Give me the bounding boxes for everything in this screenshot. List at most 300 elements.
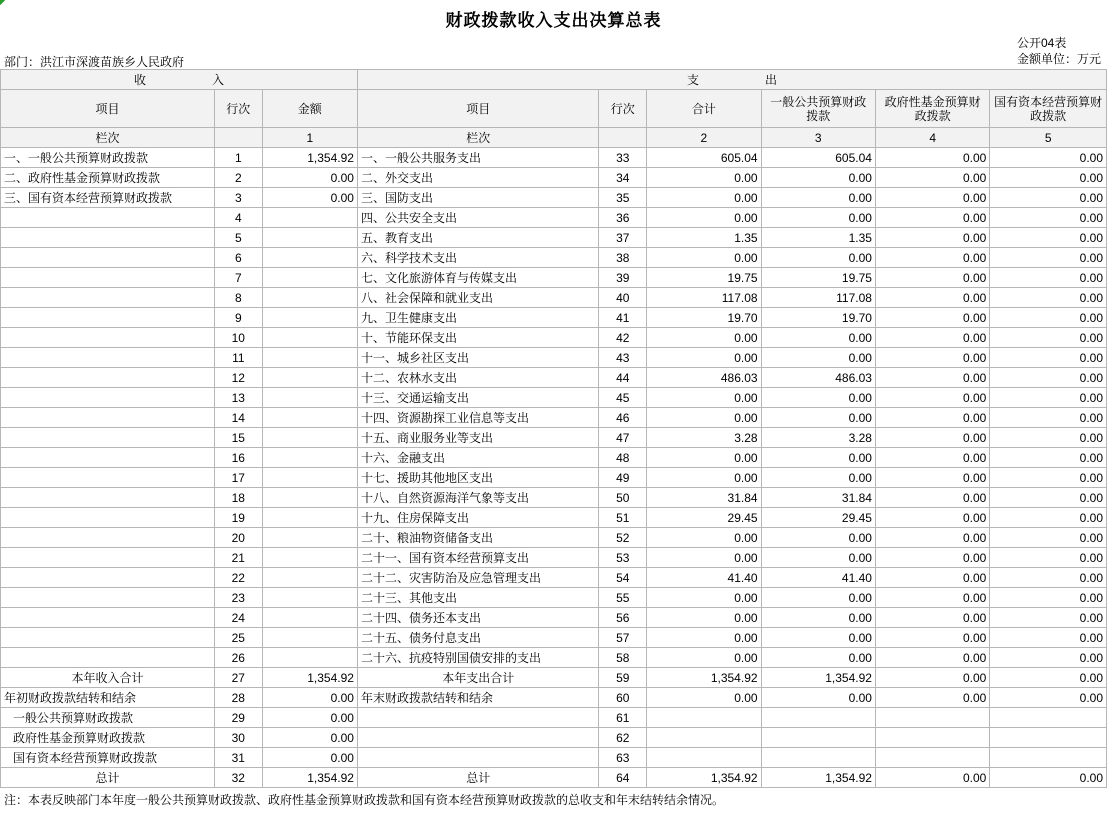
table-row: [1, 648, 1107, 668]
expenditure-group-header: 支 出: [357, 70, 1106, 90]
expenditure-fund: 0.00: [875, 448, 989, 468]
expenditure-capital: 0.00: [990, 308, 1107, 328]
expenditure-total: 0.00: [647, 388, 761, 408]
expenditure-total: 486.03: [647, 368, 761, 388]
table-row: [1, 368, 1107, 388]
table-row: [1, 268, 1107, 288]
expenditure-general: 19.75: [761, 268, 875, 288]
income-item: [1, 468, 215, 488]
column-number-row: [1, 128, 1107, 148]
table-row: [1, 688, 1107, 708]
expenditure-general: 0.00: [761, 348, 875, 368]
expenditure-total: [647, 708, 761, 728]
colnum-exp-total: 2: [647, 128, 761, 148]
table-row: [1, 608, 1107, 628]
colnum-exp-capital: 5: [990, 128, 1107, 148]
income-item: [1, 408, 215, 428]
income-item: 总计: [1, 768, 215, 788]
header-income-item: 项目: [1, 90, 215, 128]
expenditure-fund: [875, 728, 989, 748]
income-item: [1, 608, 215, 628]
income-line: 22: [214, 568, 262, 588]
expenditure-fund: 0.00: [875, 248, 989, 268]
expenditure-fund: 0.00: [875, 468, 989, 488]
income-item: 年初财政拨款结转和结余: [1, 688, 215, 708]
expenditure-total: [647, 748, 761, 768]
expenditure-line: 56: [599, 608, 647, 628]
expenditure-fund: 0.00: [875, 588, 989, 608]
income-item: [1, 228, 215, 248]
income-line: 26: [214, 648, 262, 668]
expenditure-capital: 0.00: [990, 148, 1107, 168]
expenditure-total: 0.00: [647, 528, 761, 548]
expenditure-line: 46: [599, 408, 647, 428]
expenditure-line: 64: [599, 768, 647, 788]
expenditure-fund: 0.00: [875, 688, 989, 708]
income-item: [1, 628, 215, 648]
expenditure-capital: [990, 748, 1107, 768]
expenditure-general: 19.70: [761, 308, 875, 328]
expenditure-item: 九、卫生健康支出: [357, 308, 599, 328]
income-line: 3: [214, 188, 262, 208]
expenditure-fund: 0.00: [875, 168, 989, 188]
header-income-amount: 金额: [262, 90, 357, 128]
income-line: 8: [214, 288, 262, 308]
expenditure-general: 29.45: [761, 508, 875, 528]
expenditure-line: 53: [599, 548, 647, 568]
expenditure-fund: 0.00: [875, 528, 989, 548]
expenditure-item: [357, 748, 599, 768]
income-item: 二、政府性基金预算财政拨款: [1, 168, 215, 188]
income-amount: [262, 348, 357, 368]
income-line: 1: [214, 148, 262, 168]
income-item: [1, 248, 215, 268]
income-amount: [262, 488, 357, 508]
expenditure-general: 3.28: [761, 428, 875, 448]
expenditure-total: [647, 728, 761, 748]
expenditure-total: 0.00: [647, 688, 761, 708]
income-amount: [262, 248, 357, 268]
table-row: [1, 488, 1107, 508]
income-amount: [262, 368, 357, 388]
expenditure-total: 0.00: [647, 648, 761, 668]
income-amount: [262, 508, 357, 528]
expenditure-fund: [875, 748, 989, 768]
income-line: 13: [214, 388, 262, 408]
expenditure-capital: 0.00: [990, 488, 1107, 508]
income-amount: [262, 408, 357, 428]
income-line: 2: [214, 168, 262, 188]
expenditure-item: 二十六、抗疫特别国债安排的支出: [357, 648, 599, 668]
expenditure-fund: 0.00: [875, 648, 989, 668]
footer-note: 注：本表反映部门本年度一般公共预算财政拨款、政府性基金预算财政拨款和国有资本经营预算财政拨款的总收支和年末结转结余情况。: [4, 793, 725, 807]
income-line: 6: [214, 248, 262, 268]
expenditure-general: 0.00: [761, 688, 875, 708]
expenditure-total: 0.00: [647, 328, 761, 348]
income-line: 21: [214, 548, 262, 568]
expenditure-total: 0.00: [647, 468, 761, 488]
expenditure-capital: 0.00: [990, 228, 1107, 248]
expenditure-item: [357, 728, 599, 748]
expenditure-item: 十四、资源勘探工业信息等支出: [357, 408, 599, 428]
income-item: [1, 528, 215, 548]
expenditure-line: 51: [599, 508, 647, 528]
income-line: 32: [214, 768, 262, 788]
expenditure-item: 六、科学技术支出: [357, 248, 599, 268]
expenditure-fund: 0.00: [875, 388, 989, 408]
income-item: 一般公共预算财政拨款: [1, 708, 215, 728]
expenditure-general: [761, 708, 875, 728]
income-item: [1, 268, 215, 288]
expenditure-line: 59: [599, 668, 647, 688]
expenditure-line: 47: [599, 428, 647, 448]
expenditure-line: 37: [599, 228, 647, 248]
expenditure-capital: 0.00: [990, 668, 1107, 688]
income-line: 30: [214, 728, 262, 748]
income-item: 一、一般公共预算财政拨款: [1, 148, 215, 168]
income-item: [1, 588, 215, 608]
table-row: [1, 768, 1107, 788]
expenditure-fund: 0.00: [875, 608, 989, 628]
table-row: [1, 708, 1107, 728]
header-exp-fund: 政府性基金预算财政拨款: [875, 90, 989, 128]
expenditure-item: 三、国防支出: [357, 188, 599, 208]
expenditure-capital: 0.00: [990, 648, 1107, 668]
expenditure-line: 55: [599, 588, 647, 608]
expenditure-item: 十六、金融支出: [357, 448, 599, 468]
income-line: 14: [214, 408, 262, 428]
column-header-row: [1, 90, 1107, 128]
expenditure-item: 二十一、国有资本经营预算支出: [357, 548, 599, 568]
income-amount: [262, 308, 357, 328]
colnum-exp-general: 3: [761, 128, 875, 148]
budget-table: [0, 69, 1107, 788]
income-line: 5: [214, 228, 262, 248]
expenditure-fund: 0.00: [875, 408, 989, 428]
table-row: [1, 168, 1107, 188]
colnum-income-label: 栏次: [1, 128, 215, 148]
expenditure-line: 35: [599, 188, 647, 208]
expenditure-line: 36: [599, 208, 647, 228]
income-line: 4: [214, 208, 262, 228]
expenditure-item: 二十二、灾害防治及应急管理支出: [357, 568, 599, 588]
income-amount: [262, 528, 357, 548]
expenditure-fund: 0.00: [875, 328, 989, 348]
income-amount: [262, 588, 357, 608]
income-item: [1, 648, 215, 668]
expenditure-general: 0.00: [761, 548, 875, 568]
income-amount: [262, 648, 357, 668]
income-amount: [262, 448, 357, 468]
expenditure-total: 41.40: [647, 568, 761, 588]
expenditure-fund: 0.00: [875, 288, 989, 308]
income-item: [1, 328, 215, 348]
expenditure-capital: 0.00: [990, 688, 1107, 708]
expenditure-general: 117.08: [761, 288, 875, 308]
expenditure-fund: 0.00: [875, 368, 989, 388]
expenditure-capital: 0.00: [990, 328, 1107, 348]
expenditure-total: 0.00: [647, 188, 761, 208]
expenditure-total: 3.28: [647, 428, 761, 448]
income-item: [1, 208, 215, 228]
expenditure-fund: 0.00: [875, 568, 989, 588]
income-line: 16: [214, 448, 262, 468]
table-row: [1, 588, 1107, 608]
table-row: [1, 548, 1107, 568]
table-row: [1, 668, 1107, 688]
expenditure-item: 十二、农林水支出: [357, 368, 599, 388]
header-exp-item: 项目: [357, 90, 599, 128]
income-line: 11: [214, 348, 262, 368]
income-line: 7: [214, 268, 262, 288]
income-item: [1, 488, 215, 508]
expenditure-capital: [990, 728, 1107, 748]
expenditure-line: 52: [599, 528, 647, 548]
expenditure-line: 33: [599, 148, 647, 168]
expenditure-general: [761, 748, 875, 768]
table-row: [1, 508, 1107, 528]
unit-note: 金额单位：万元: [1016, 52, 1101, 66]
income-amount: [262, 228, 357, 248]
expenditure-fund: 0.00: [875, 668, 989, 688]
expenditure-fund: 0.00: [875, 628, 989, 648]
income-amount: 0.00: [262, 188, 357, 208]
expenditure-capital: 0.00: [990, 588, 1107, 608]
table-row: [1, 748, 1107, 768]
expenditure-general: 0.00: [761, 188, 875, 208]
expenditure-general: 0.00: [761, 448, 875, 468]
expenditure-fund: 0.00: [875, 308, 989, 328]
expenditure-item: 五、教育支出: [357, 228, 599, 248]
group-header-row: [1, 70, 1107, 90]
expenditure-general: 0.00: [761, 528, 875, 548]
income-item: [1, 288, 215, 308]
table-row: [1, 228, 1107, 248]
income-line: 25: [214, 628, 262, 648]
income-item: [1, 308, 215, 328]
expenditure-fund: 0.00: [875, 188, 989, 208]
expenditure-item: 十、节能环保支出: [357, 328, 599, 348]
expenditure-capital: 0.00: [990, 388, 1107, 408]
income-amount: [262, 468, 357, 488]
expenditure-line: 58: [599, 648, 647, 668]
expenditure-line: 39: [599, 268, 647, 288]
income-item: 国有资本经营预算财政拨款: [1, 748, 215, 768]
table-row: [1, 628, 1107, 648]
expenditure-capital: 0.00: [990, 428, 1107, 448]
expenditure-capital: 0.00: [990, 208, 1107, 228]
expenditure-item: 总计: [357, 768, 599, 788]
colnum-income-amount: 1: [262, 128, 357, 148]
expenditure-fund: 0.00: [875, 228, 989, 248]
income-line: 18: [214, 488, 262, 508]
income-item: [1, 508, 215, 528]
header-exp-capital: 国有资本经营预算财政拨款: [990, 90, 1107, 128]
expenditure-general: 0.00: [761, 408, 875, 428]
expenditure-item: 十九、住房保障支出: [357, 508, 599, 528]
expenditure-total: 29.45: [647, 508, 761, 528]
expenditure-total: 0.00: [647, 628, 761, 648]
expenditure-item: 本年支出合计: [357, 668, 599, 688]
table-row: [1, 208, 1107, 228]
expenditure-item: 二十五、债务付息支出: [357, 628, 599, 648]
header-exp-general: 一般公共预算财政拨款: [761, 90, 875, 128]
expenditure-fund: 0.00: [875, 348, 989, 368]
expenditure-total: 31.84: [647, 488, 761, 508]
expenditure-general: 1,354.92: [761, 668, 875, 688]
income-group-header: 收 入: [1, 70, 358, 90]
expenditure-fund: 0.00: [875, 488, 989, 508]
expenditure-total: 0.00: [647, 548, 761, 568]
expenditure-item: 一、一般公共服务支出: [357, 148, 599, 168]
income-amount: [262, 208, 357, 228]
expenditure-general: 0.00: [761, 648, 875, 668]
income-amount: [262, 428, 357, 448]
income-line: 20: [214, 528, 262, 548]
expenditure-total: 0.00: [647, 168, 761, 188]
expenditure-capital: 0.00: [990, 248, 1107, 268]
expenditure-fund: 0.00: [875, 428, 989, 448]
expenditure-general: 1,354.92: [761, 768, 875, 788]
income-item: [1, 448, 215, 468]
expenditure-general: 31.84: [761, 488, 875, 508]
income-item: [1, 348, 215, 368]
expenditure-line: 61: [599, 708, 647, 728]
expenditure-item: 十一、城乡社区支出: [357, 348, 599, 368]
expenditure-general: 0.00: [761, 468, 875, 488]
expenditure-line: 54: [599, 568, 647, 588]
expenditure-total: 19.70: [647, 308, 761, 328]
form-meta: [1017, 35, 1101, 67]
income-amount: 0.00: [262, 728, 357, 748]
expenditure-fund: 0.00: [875, 268, 989, 288]
expenditure-line: 40: [599, 288, 647, 308]
income-line: 17: [214, 468, 262, 488]
income-amount: 0.00: [262, 168, 357, 188]
expenditure-total: 0.00: [647, 588, 761, 608]
table-row: [1, 308, 1107, 328]
expenditure-item: 十五、商业服务业等支出: [357, 428, 599, 448]
expenditure-fund: 0.00: [875, 548, 989, 568]
expenditure-item: 七、文化旅游体育与传媒支出: [357, 268, 599, 288]
income-line: 15: [214, 428, 262, 448]
header-income-line: 行次: [214, 90, 262, 128]
expenditure-line: 42: [599, 328, 647, 348]
expenditure-line: 34: [599, 168, 647, 188]
expenditure-line: 60: [599, 688, 647, 708]
expenditure-general: 0.00: [761, 208, 875, 228]
expenditure-capital: 0.00: [990, 768, 1107, 788]
table-row: [1, 568, 1107, 588]
expenditure-capital: 0.00: [990, 628, 1107, 648]
expenditure-general: 41.40: [761, 568, 875, 588]
expenditure-total: 0.00: [647, 208, 761, 228]
expenditure-item: [357, 708, 599, 728]
table-row: [1, 728, 1107, 748]
expenditure-line: 45: [599, 388, 647, 408]
table-row: [1, 528, 1107, 548]
expenditure-total: 0.00: [647, 608, 761, 628]
table-row: [1, 248, 1107, 268]
expenditure-item: 十八、自然资源海洋气象等支出: [357, 488, 599, 508]
table-row: [1, 288, 1107, 308]
income-line: 19: [214, 508, 262, 528]
income-item: 政府性基金预算财政拨款: [1, 728, 215, 748]
income-amount: 0.00: [262, 688, 357, 708]
expenditure-line: 62: [599, 728, 647, 748]
expenditure-line: 49: [599, 468, 647, 488]
table-row: [1, 388, 1107, 408]
table-row: [1, 468, 1107, 488]
income-line: 28: [214, 688, 262, 708]
expenditure-item: 十三、交通运输支出: [357, 388, 599, 408]
expenditure-general: 0.00: [761, 328, 875, 348]
income-item: [1, 568, 215, 588]
department-label: 部门：洪江市深渡苗族乡人民政府: [4, 55, 185, 69]
expenditure-capital: 0.00: [990, 188, 1107, 208]
income-amount: 1,354.92: [262, 768, 357, 788]
expenditure-capital: 0.00: [990, 568, 1107, 588]
expenditure-capital: [990, 708, 1107, 728]
income-amount: 0.00: [262, 708, 357, 728]
expenditure-item: 二十、粮油物资储备支出: [357, 528, 599, 548]
expenditure-total: 0.00: [647, 408, 761, 428]
header-exp-line: 行次: [599, 90, 647, 128]
header-exp-total: 合计: [647, 90, 761, 128]
income-amount: [262, 388, 357, 408]
expenditure-fund: 0.00: [875, 508, 989, 528]
income-amount: [262, 608, 357, 628]
colnum-income-line: [214, 128, 262, 148]
expenditure-capital: 0.00: [990, 548, 1107, 568]
table-row: [1, 328, 1107, 348]
income-line: 27: [214, 668, 262, 688]
expenditure-capital: 0.00: [990, 348, 1107, 368]
expenditure-item: 八、社会保障和就业支出: [357, 288, 599, 308]
income-line: 29: [214, 708, 262, 728]
expenditure-line: 48: [599, 448, 647, 468]
colnum-exp-label: 栏次: [357, 128, 599, 148]
expenditure-general: [761, 728, 875, 748]
table-body: [1, 148, 1107, 788]
income-line: 24: [214, 608, 262, 628]
income-item: [1, 388, 215, 408]
expenditure-fund: [875, 708, 989, 728]
income-line: 12: [214, 368, 262, 388]
income-amount: [262, 268, 357, 288]
income-amount: [262, 548, 357, 568]
income-item: [1, 368, 215, 388]
expenditure-line: 43: [599, 348, 647, 368]
expenditure-fund: 0.00: [875, 148, 989, 168]
income-line: 9: [214, 308, 262, 328]
expenditure-capital: 0.00: [990, 448, 1107, 468]
table-row: [1, 448, 1107, 468]
expenditure-general: 0.00: [761, 168, 875, 188]
expenditure-total: 0.00: [647, 348, 761, 368]
income-amount: 0.00: [262, 748, 357, 768]
table-row: [1, 428, 1107, 448]
expenditure-line: 57: [599, 628, 647, 648]
expenditure-fund: 0.00: [875, 208, 989, 228]
income-amount: [262, 328, 357, 348]
table-row: [1, 188, 1107, 208]
table-row: [1, 408, 1107, 428]
expenditure-general: 0.00: [761, 388, 875, 408]
expenditure-capital: 0.00: [990, 288, 1107, 308]
expenditure-general: 1.35: [761, 228, 875, 248]
colnum-exp-fund: 4: [875, 128, 989, 148]
